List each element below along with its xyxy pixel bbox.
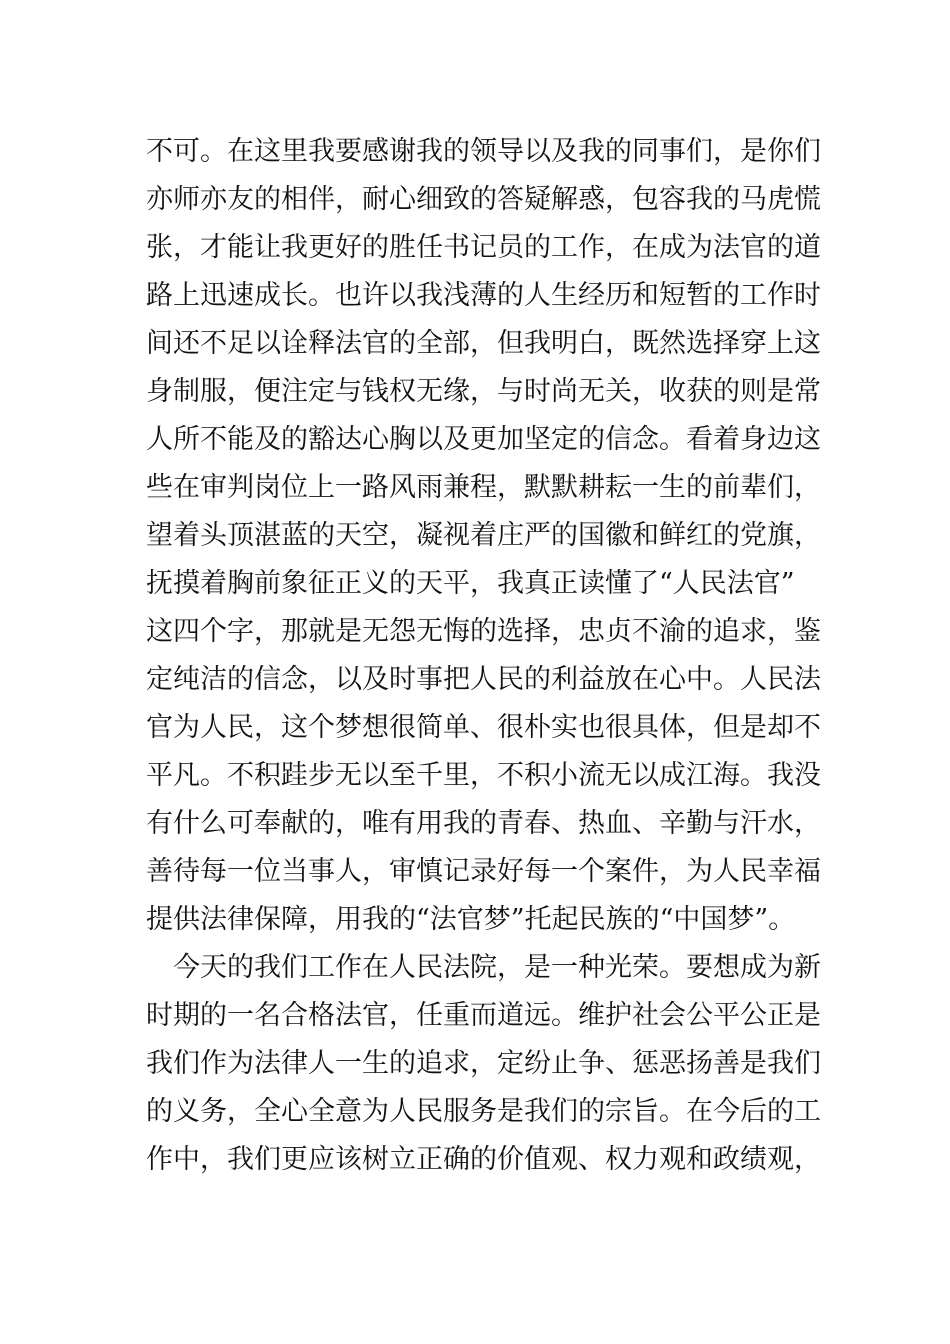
text-line: 不可。在这里我要感谢我的领导以及我的同事们，是你们: [146, 136, 821, 167]
text-line: 些在审判岗位上一路风雨兼程，默默耕耘一生的前辈们，: [146, 472, 821, 503]
text-line: 我们作为法律人一生的追求，定纷止争、惩恶扬善是我们: [146, 1048, 821, 1079]
text-line: 张，才能让我更好的胜任书记员的工作，在成为法官的道: [146, 232, 821, 263]
paragraph-start-line: 今天的我们工作在人民法院，是一种光荣。要想成为新: [173, 952, 821, 983]
body-text: [146, 128, 821, 1184]
text-line: 官为人民，这个梦想很简单、很朴实也很具体，但是却不: [146, 712, 821, 743]
text-line: 作中，我们更应该树立正确的价值观、权力观和政绩观，: [146, 1144, 821, 1175]
text-line: 提供法律保障，用我的“法官梦”托起民族的“中国梦”。: [146, 904, 796, 935]
text-line: 有什么可奉献的，唯有用我的青春、热血、辛勤与汗水，: [146, 808, 821, 839]
text-line: 时期的一名合格法官，任重而道远。维护社会公平公正是: [146, 1000, 821, 1031]
text-line: 望着头顶湛蓝的天空，凝视着庄严的国徽和鲜红的党旗，: [146, 520, 821, 551]
text-line: 亦师亦友的相伴，耐心细致的答疑解惑，包容我的马虎慌: [146, 184, 821, 215]
text-line: 抚摸着胸前象征正义的天平，我真正读懂了“人民法官”: [146, 568, 795, 599]
text-line: 人所不能及的豁达心胸以及更加坚定的信念。看着身边这: [146, 424, 821, 455]
text-line: 路上迅速成长。也许以我浅薄的人生经历和短暂的工作时: [146, 280, 821, 311]
text-line: 身制服，便注定与钱权无缘，与时尚无关，收获的则是常: [146, 376, 821, 407]
text-line: 平凡。不积跬步无以至千里，不积小流无以成江海。我没: [146, 760, 821, 791]
text-line: 的义务，全心全意为人民服务是我们的宗旨。在今后的工: [146, 1096, 821, 1127]
text-line: 定纯洁的信念，以及时事把人民的利益放在心中。人民法: [146, 664, 821, 695]
text-line: 这四个字，那就是无怨无悔的选择，忠贞不渝的追求，鉴: [146, 616, 821, 647]
text-line: 间还不足以诠释法官的全部，但我明白，既然选择穿上这: [146, 328, 821, 359]
text-line: 善待每一位当事人，审慎记录好每一个案件，为人民幸福: [146, 856, 821, 887]
